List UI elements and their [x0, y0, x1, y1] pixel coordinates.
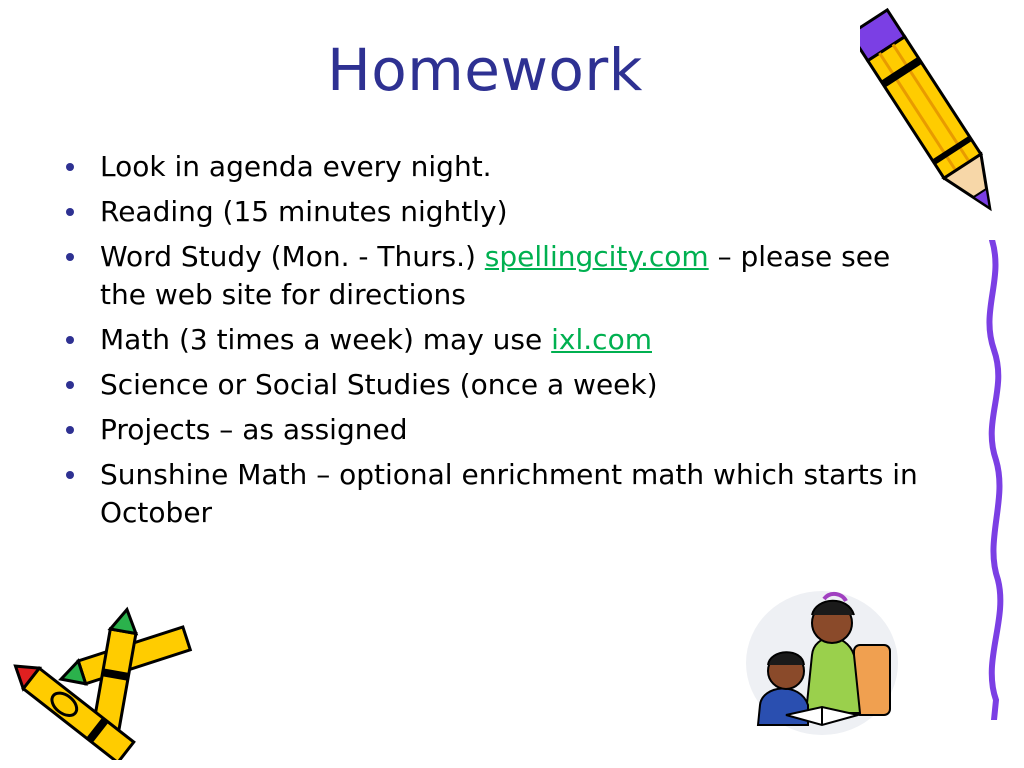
bullet-text: Science or Social Studies (once a week): [100, 368, 658, 401]
reading-family-icon: [742, 585, 902, 740]
bullet-list: [58, 148, 938, 539]
bullet-dot: [66, 381, 74, 389]
bullet-item: [58, 321, 938, 359]
bullet-text: Math (3 times a week) may use: [100, 323, 552, 356]
bullet-text: Projects – as assigned: [100, 413, 408, 446]
spellingcity-link[interactable]: spellingcity.com: [484, 240, 709, 273]
bullet-item: [58, 411, 938, 449]
bullet-text: Sunshine Math – optional enrichment math which starts in October: [100, 458, 918, 529]
bullet-dot: [66, 336, 74, 344]
squiggle-border-icon: [968, 240, 1008, 720]
bullet-text: Reading (15 minutes nightly): [100, 195, 508, 228]
bullet-item: [58, 148, 938, 186]
bullet-dot: [66, 471, 74, 479]
bullet-text: Word Study (Mon. - Thurs.): [100, 240, 485, 273]
bullet-item: [58, 193, 938, 231]
bullet-dot: [66, 253, 74, 261]
pencil-icon: [860, 2, 1010, 247]
bullet-text: Look in agenda every night.: [100, 150, 492, 183]
slide-title: Homework: [327, 36, 643, 104]
bullet-item: [58, 366, 938, 404]
bullet-item: [58, 456, 938, 532]
bullet-dot: [66, 163, 74, 171]
bullet-item: [58, 238, 938, 314]
crayons-icon: [0, 600, 210, 760]
ixl-link[interactable]: ixl.com: [551, 323, 652, 356]
bullet-text: – please see the web site for directions: [100, 240, 891, 311]
bullet-dot: [66, 208, 74, 216]
bullet-dot: [66, 426, 74, 434]
